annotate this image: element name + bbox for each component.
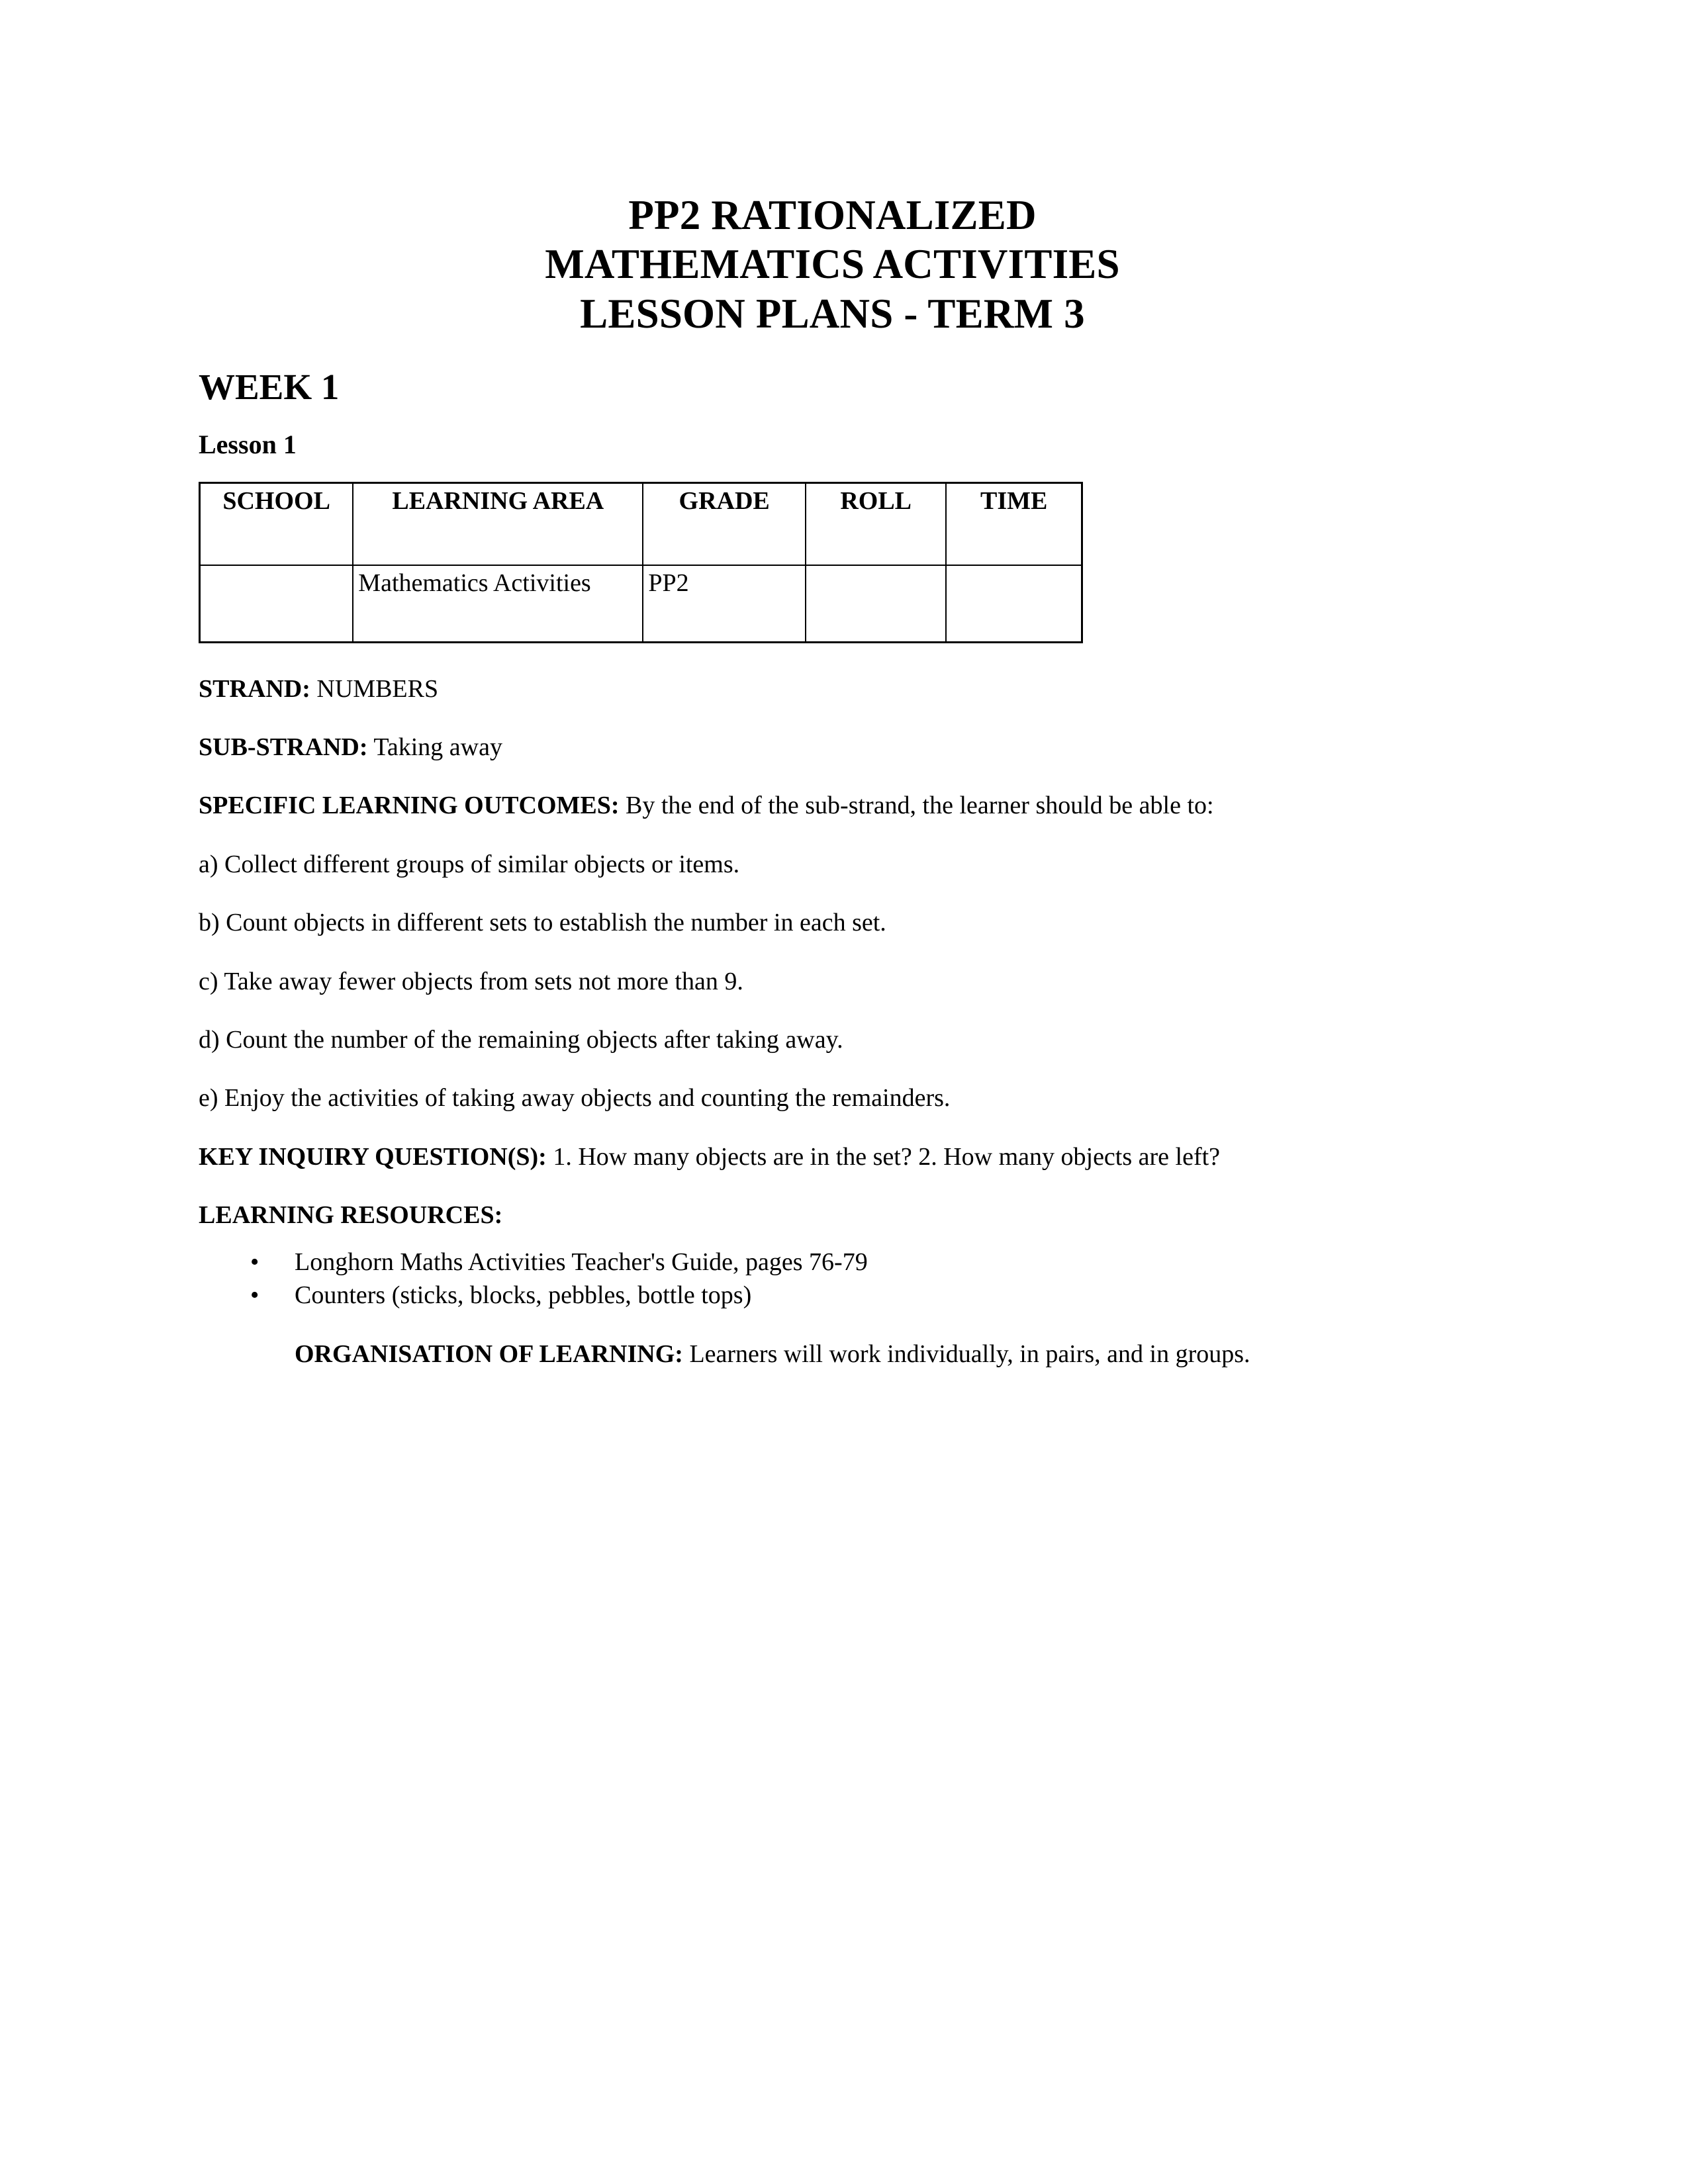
- bullet-icon: •: [250, 1248, 259, 1277]
- column-header-school: SCHOOL: [200, 482, 353, 565]
- strand-label: STRAND:: [199, 674, 310, 703]
- list-item: [199, 1279, 1466, 1312]
- substrand-value: Taking away: [373, 733, 502, 761]
- cell-school[interactable]: [200, 565, 353, 643]
- lesson-heading: Lesson 1: [199, 429, 297, 459]
- page-title-line-2: MATHEMATICS ACTIVITIES: [545, 241, 1120, 288]
- column-header-time: TIME: [946, 482, 1082, 565]
- lesson-info-table-body: [200, 565, 1082, 643]
- lesson-info-table-wrapper: [199, 460, 1466, 643]
- document-content: [199, 0, 1466, 1371]
- lesson-info-table: [199, 482, 1083, 643]
- key-inquiry-question-label: KEY INQUIRY QUESTION(S):: [199, 1142, 547, 1171]
- lesson-info-table-head: [200, 482, 1082, 565]
- page-title-line-1: PP2 RATIONALIZED: [628, 192, 1037, 238]
- outcome-item-c: c) Take away fewer objects from sets not more than 9.: [199, 967, 743, 995]
- organisation-of-learning-value: Learners will work individually, in pairs, and in groups.: [689, 1340, 1250, 1369]
- cell-time[interactable]: [946, 565, 1082, 643]
- list-item: [199, 1246, 1466, 1279]
- resource-text: Counters (sticks, blocks, pebbles, bottle tops): [295, 1281, 752, 1309]
- bullet-icon: •: [250, 1281, 259, 1309]
- strand-value: NUMBERS: [316, 674, 439, 703]
- column-header-learning-area: LEARNING AREA: [353, 482, 643, 565]
- cell-grade[interactable]: PP2: [643, 565, 806, 643]
- key-inquiry-question-paragraph: [199, 1115, 1466, 1173]
- outcome-item-b: b) Count objects in different sets to establish the number in each set.: [199, 909, 886, 937]
- cell-roll[interactable]: [806, 565, 946, 643]
- specific-learning-outcomes-label: SPECIFIC LEARNING OUTCOMES:: [199, 792, 620, 820]
- organisation-of-learning-paragraph: [199, 1312, 1466, 1371]
- resource-text: Longhorn Maths Activities Teacher's Guide, pages 76-79: [295, 1248, 868, 1277]
- organisation-of-learning-label: ORGANISATION OF LEARNING:: [295, 1340, 683, 1369]
- table-row: [200, 565, 1082, 643]
- learning-resources-label: LEARNING RESOURCES:: [199, 1201, 503, 1230]
- column-header-roll: ROLL: [806, 482, 946, 565]
- key-inquiry-question-value: 1. How many objects are in the set? 2. How many objects are left?: [553, 1142, 1221, 1171]
- column-header-grade: GRADE: [643, 482, 806, 565]
- table-header-row: [200, 482, 1082, 565]
- cell-learning-area[interactable]: Mathematics Activities: [353, 565, 643, 643]
- outcome-item-d: d) Count the number of the remaining objects after taking away.: [199, 1025, 843, 1054]
- page-title-line-3: LESSON PLANS - TERM 3: [580, 290, 1085, 337]
- learning-resources-list: [199, 1232, 1466, 1312]
- substrand-label: SUB-STRAND:: [199, 733, 368, 761]
- outcome-item-a: a) Collect different groups of similar objects or items.: [199, 850, 740, 878]
- specific-learning-outcomes-paragraph: [199, 764, 1466, 822]
- outcome-item-e: e) Enjoy the activities of taking away objects and counting the remainders.: [199, 1084, 951, 1113]
- learning-resources-heading: [199, 1173, 1466, 1232]
- week-heading: WEEK 1: [199, 366, 340, 407]
- specific-learning-outcomes-intro: By the end of the sub-strand, the learner should be able to:: [626, 792, 1214, 820]
- strand-paragraph: [199, 643, 1466, 705]
- page-title: [199, 0, 1466, 338]
- substrand-paragraph: [199, 705, 1466, 764]
